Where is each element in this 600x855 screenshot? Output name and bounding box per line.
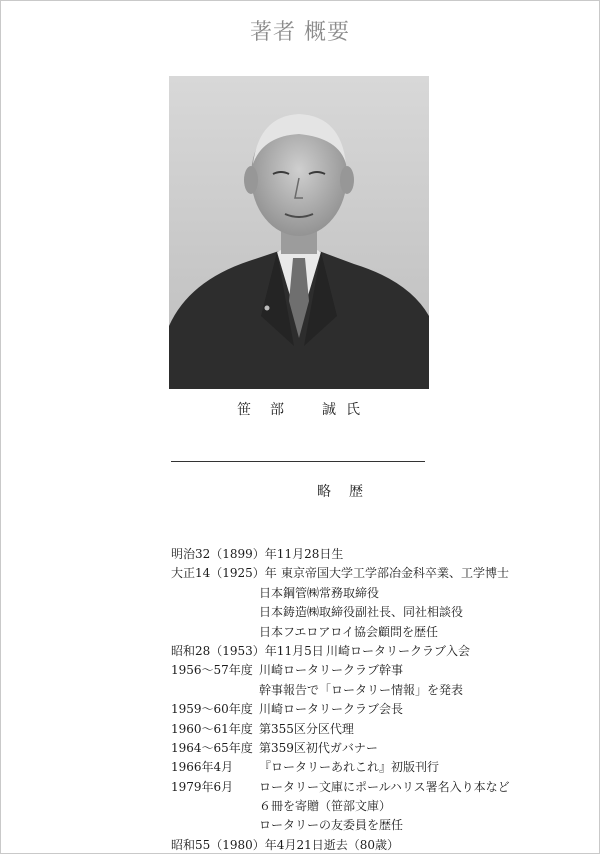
timeline-date: 大正14（1925）年 xyxy=(171,566,277,581)
timeline-date: 1966年4月 xyxy=(171,760,234,775)
timeline-text: 日本鋳造㈱取締役副社長、同社相談役 xyxy=(259,605,464,620)
timeline xyxy=(171,545,571,855)
portrait-photo xyxy=(169,76,429,389)
timeline-date: 昭和55（1980）年4月21日逝去（80歳） xyxy=(171,837,399,852)
timeline-row xyxy=(171,681,571,700)
timeline-text: 川崎ロータリークラブ幹事 xyxy=(259,663,404,678)
timeline-row xyxy=(171,584,571,603)
timeline-row xyxy=(171,816,571,835)
timeline-row xyxy=(171,778,571,797)
timeline-text: 日本フエロアロイ協会顧問を歴任 xyxy=(259,624,439,639)
timeline-text: 幹事報告で「ロータリー情報」を発表 xyxy=(259,682,464,697)
timeline-date: 1979年6月 xyxy=(171,779,234,794)
timeline-row xyxy=(171,797,571,816)
timeline-row xyxy=(171,642,571,661)
timeline-date: 明治32（1899）年11月28日生 xyxy=(171,547,344,561)
timeline-row xyxy=(171,545,571,564)
timeline-date: 1964〜65年度 xyxy=(171,740,253,755)
timeline-row xyxy=(171,603,571,622)
timeline-row xyxy=(171,564,571,583)
timeline-text: 川崎ロータリークラブ会長 xyxy=(259,702,404,717)
caption-family-name: 笹部 xyxy=(237,402,303,418)
timeline-text: ロータリーの友委員を歴任 xyxy=(259,818,404,833)
timeline-text: 『ロータリーあれこれ』初版刊行 xyxy=(259,760,440,775)
timeline-text: ６冊を寄贈（笹部文庫） xyxy=(259,799,392,814)
timeline-row xyxy=(171,758,571,777)
caption-given-name: 誠氏 xyxy=(322,402,370,418)
timeline-row xyxy=(171,623,571,642)
timeline-text: 東京帝国大学工学部冶金科卒業、工学博士 xyxy=(281,566,510,581)
timeline-date: 1960〜61年度 xyxy=(171,721,253,736)
timeline-row xyxy=(171,739,571,758)
timeline-text: 第355区分区代理 xyxy=(259,721,354,736)
page-title: 著者 概要 xyxy=(250,20,350,45)
timeline-text: 日本鋼管㈱常務取締役 xyxy=(259,585,380,600)
timeline-text: 川崎ロータリークラブ入会 xyxy=(326,643,471,658)
portrait-illustration xyxy=(169,76,429,389)
timeline-text: 第359区初代ガバナー xyxy=(259,740,378,755)
timeline-row xyxy=(171,836,571,855)
timeline-date: 昭和28（1953）年11月5日 xyxy=(171,643,324,658)
timeline-text: ロータリー文庫にポールハリス署名入り本など xyxy=(259,779,510,794)
timeline-row xyxy=(171,720,571,739)
timeline-row xyxy=(171,661,571,680)
timeline-row xyxy=(171,700,571,719)
timeline-date: 1959〜60年度 xyxy=(171,702,253,717)
section-title: 略歴 xyxy=(317,484,381,500)
divider xyxy=(171,461,425,462)
timeline-date: 1956〜57年度 xyxy=(171,663,253,678)
